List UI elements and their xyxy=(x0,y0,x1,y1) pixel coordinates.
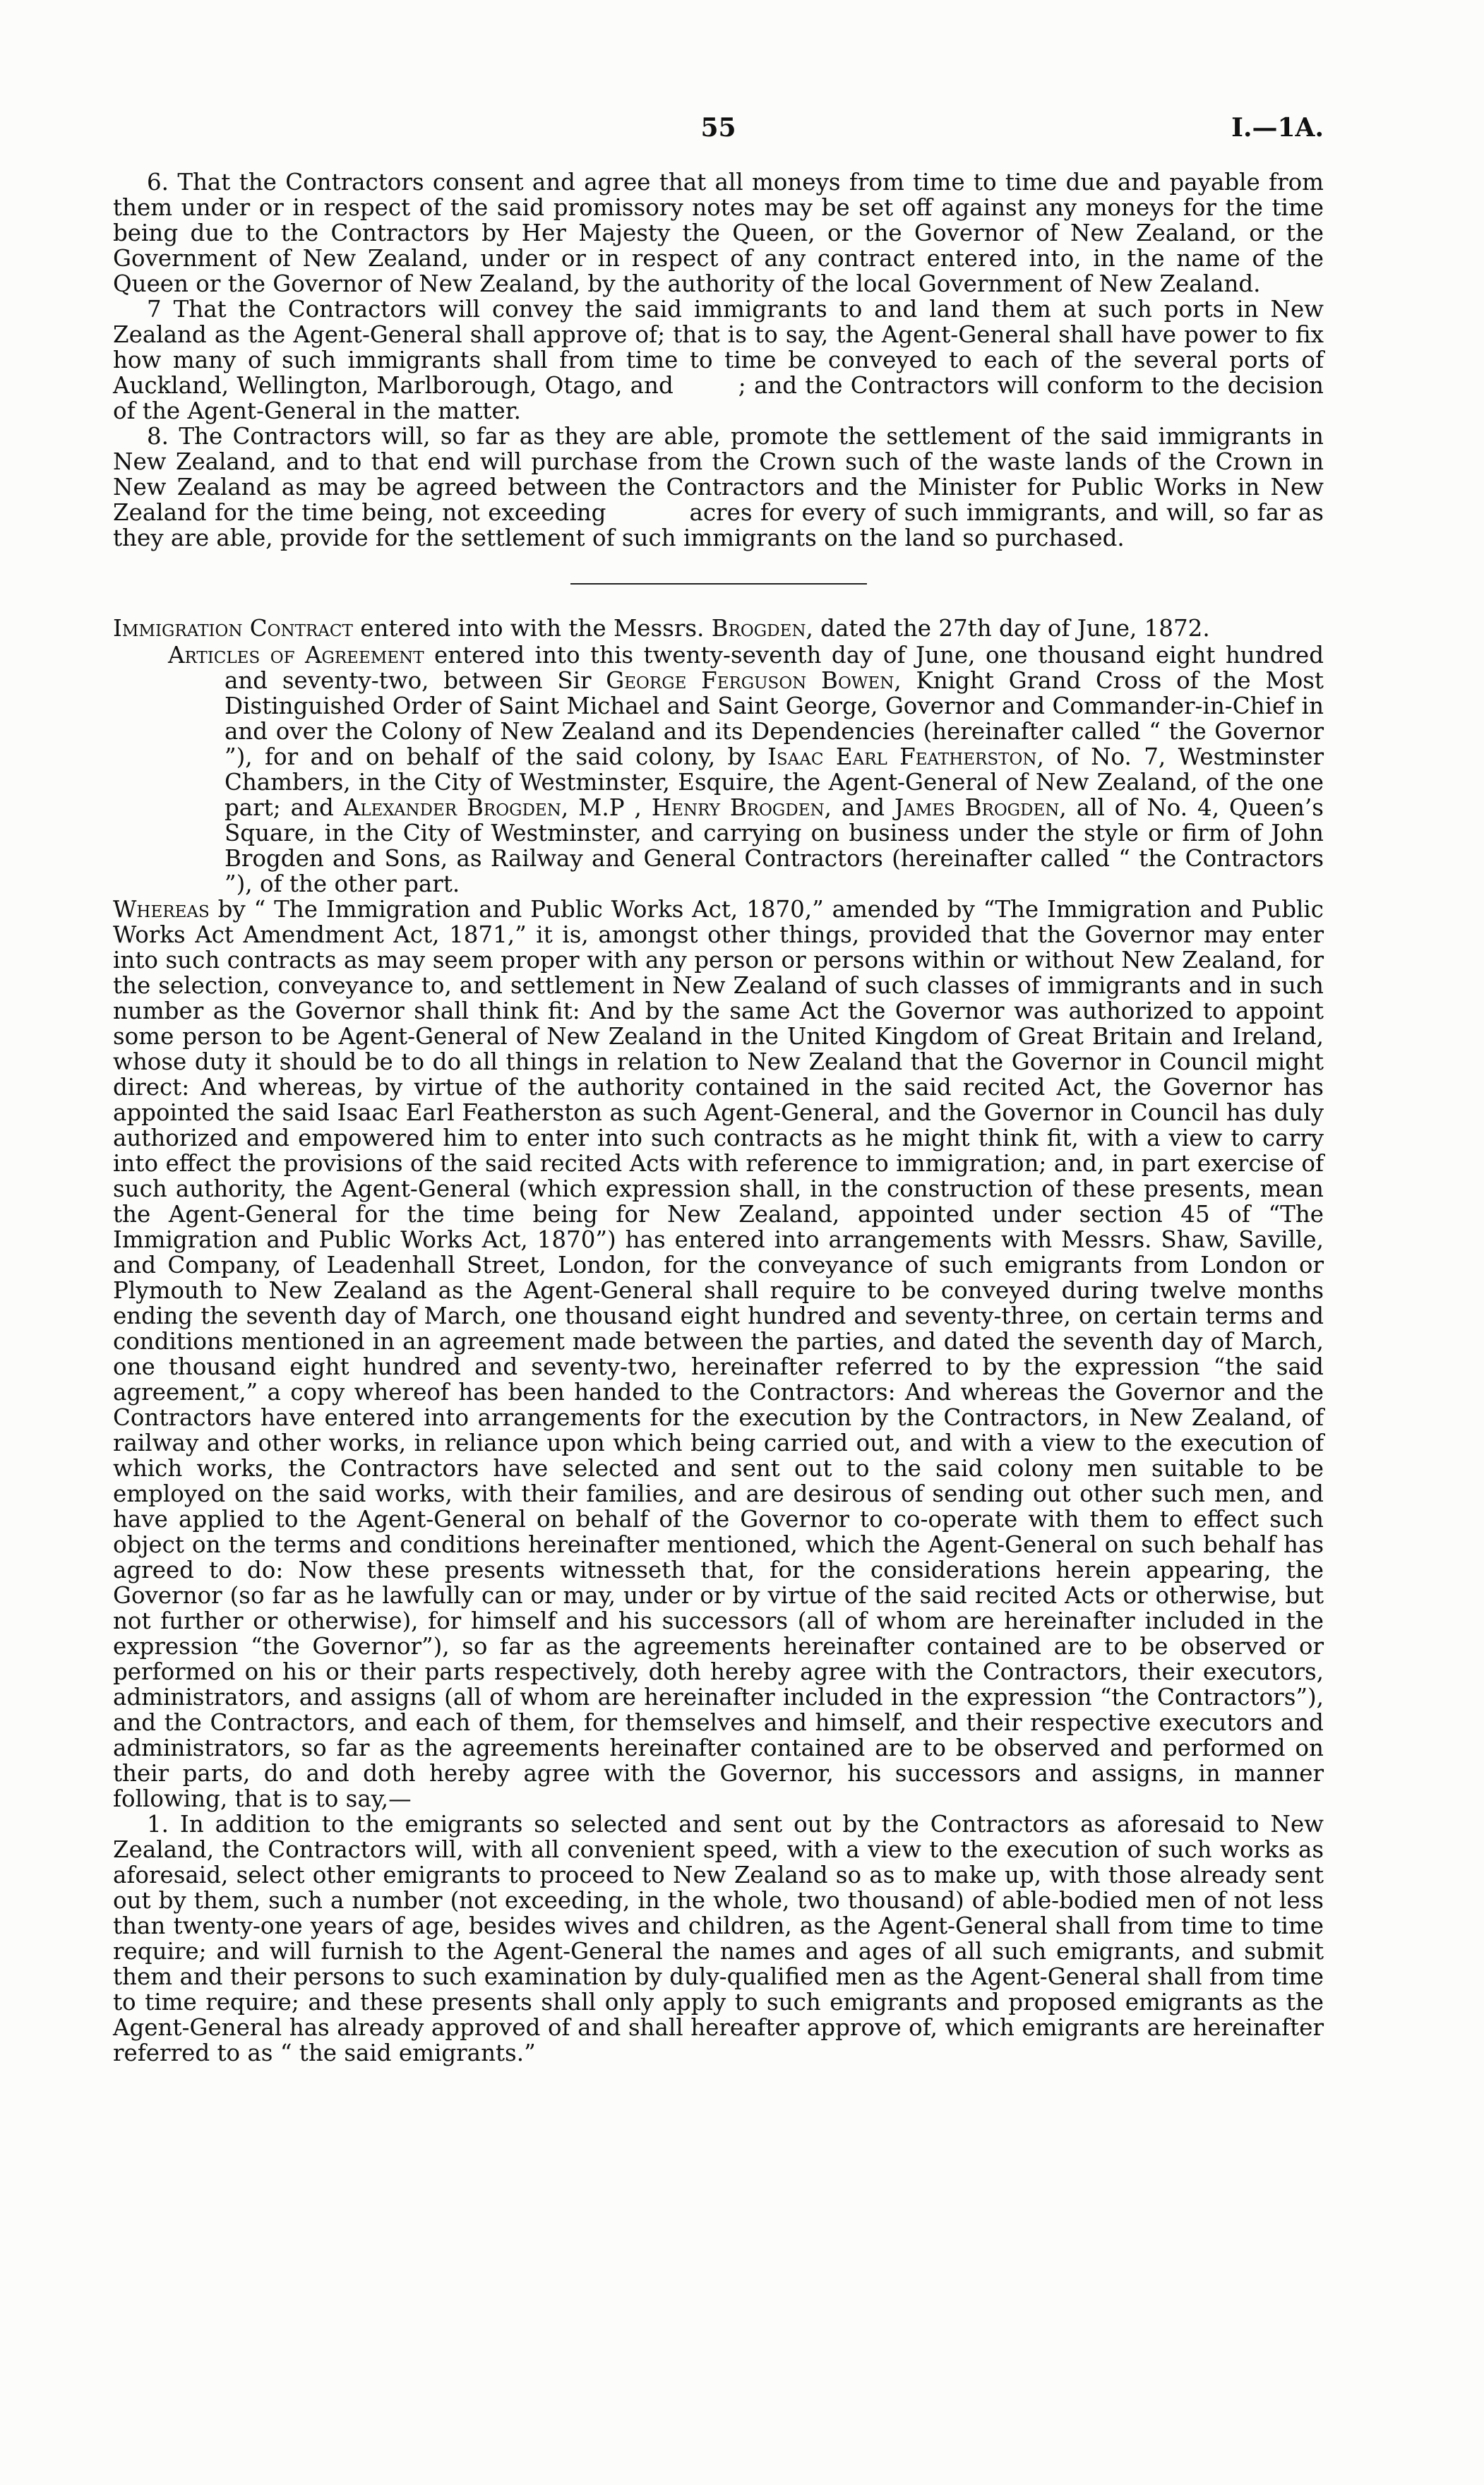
clause-1: 1. In addition to the emigrants so selected and sent out by the Contractors as aforesaid to New Zealand, the Contractors will, with all convenient speed, with a view to the execution of such works as aforesaid, select other emigrants to proceed to New Zealand so as to make up, with those already sent out by them, such a number (not exceeding, in the whole, two thousand) of able-bodied men of not less than twenty-one years of age, besides wives and children, as the Agent-General shall from time to time require; and will furnish to the Agent-General the names and ages of all such emigrants, and submit them and their persons to such examination by duly-qualified men as the Agent-General shall from time to time require; and these presents shall only apply to such emigrants and proposed emigrants as the Agent-General has already approved of and shall hereafter approve of, which emigrants are hereinafter referred to as “ the said emigrants.” xyxy=(113,1811,1324,2066)
paper-reference: I.—1A. xyxy=(1231,113,1324,143)
clause-6: 6. That the Contractors consent and agree that all moneys from time to time due and payable from them under or in respect of the said promissory notes may be set off against any moneys for the time being due to the Contractors by Her Majesty the Queen, or the Governor of New Zealand, or the Government of New Zealand, under or in respect of any contract entered into, in the name of the Queen or the Governor of New Zealand, by the authority of the local Government of New Zealand. xyxy=(113,169,1324,297)
immigration-contract xyxy=(113,616,1324,2066)
contract-title: Immigration Contract entered into with the Messrs. Brogden, dated the 27th day of June, 1872. xyxy=(113,615,1210,642)
clause-7: 7 That the Contractors will convey the said immigrants to and land them at such ports in New Zealand as the Agent-General shall approve of; that is to say, the Agent-General shall have power to fix how many of such immigrants shall from time to time be conveyed to each of the several ports of Auckland, Wellington, Marlborough, Otago, and ; and the Contractors will conform to the decision of the Agent-General in the matter. xyxy=(113,296,1324,424)
section-divider xyxy=(570,583,867,585)
clauses-continued xyxy=(113,169,1324,551)
clause-8: 8. The Contractors will, so far as they are able, promote the settlement of the said immigrants in New Zealand, and to that end will purchase from the Crown such of the waste lands of the Crown in New Zealand as may be agreed between the Contractors and the Minister for Public Works in New Zealand for the time being, not exceeding acres for every of such immigrants, and will, so far as they are able, provide for the settlement of such immigrants on the land so purchased. xyxy=(113,423,1324,551)
page-number: 55 xyxy=(700,113,736,143)
page-header xyxy=(113,113,1324,169)
document-page xyxy=(113,113,1324,2066)
articles-of-agreement: Articles of Agreement entered into this twenty-seventh day of June, one thousand eight hundred and seventy-two, between Sir George Ferguson Bowen, Knight Grand Cross of the Most Distinguished Order of Saint Michael and Saint George, Governor and Commander-in-Chief in and over the Colony of New Zealand and its Dependencies (hereinafter called “ the Governor ”), for and on behalf of the said colony, by Isaac Earl Featherston, of No. 7, Westminster Chambers, in the City of Westminster, Esquire, the Agent-General of New Zealand, of the one part; and Alexander Brogden, M.P , Henry Brogden, and James Brogden, all of No. 4, Queen’s Square, in the City of Westminster, and carrying on business under the style or firm of John Brogden and Sons, as Railway and General Contractors (hereinafter called “ the Contractors ”), of the other part. xyxy=(168,642,1324,897)
whereas-recital: Whereas by “ The Immigration and Public Works Act, 1870,” amended by “The Immigration and Public Works Act Amendment Act, 1871,” it is, amongst other things, provided that the Governor may enter into such contracts as may seem proper with any person or persons within or without New Zealand, for the selection, conveyance to, and settlement in New Zealand of such classes of immigrants and in such number as the Governor shall think fit: And by the same Act the Governor was authorized to appoint some person to be Agent-General of New Zealand in the United Kingdom of Great Britain and Ireland, whose duty it should be to do all things in relation to New Zealand that the Governor in Council might direct: And whereas, by virtue of the authority contained in the said recited Act, the Governor has appointed the said Isaac Earl Featherston as such Agent-General, and the Governor in Council has duly authorized and empowered him to enter into such contracts as he might think fit, with a view to carry into effect the provisions of the said recited Acts with reference to immigration; and, in part exercise of such authority, the Agent-General (which expression shall, in the construction of these presents, mean the Agent-General for the time being for New Zealand, appointed under section 45 of “The Immigration and Public Works Act, 1870”) has entered into arrangements with Messrs. Shaw, Saville, and Company, of Leadenhall Street, London, for the conveyance of such emigrants from London or Plymouth to New Zealand as the Agent-General shall require to be conveyed during twelve months ending the seventh day of March, one thousand eight hundred and seventy-three, on certain terms and conditions mentioned in an agreement made between the parties, and dated the seventh day of March, one thousand eight hundred and seventy-two, hereinafter referred to by the expression “the said agreement,” a copy whereof has been handed to the Contractors: And whereas the Governor and the Contractors have entered into arrangements for the execution by the Contractors, in New Zealand, of railway and other works, in reliance upon which being carried out, and with a view to the execution of which works, the Contractors have selected and sent out to the said colony men suitable to be employed on the said works, with their families, and are desirous of sending out other such men, and have applied to the Agent-General on behalf of the Governor to co-operate with them to effect such object on the terms and conditions hereinafter mentioned, which the Agent-General on such behalf has agreed to do: Now these presents witnesseth that, for the considerations herein appearing, the Governor (so far as he lawfully can or may, under or by virtue of the said recited Acts or otherwise, but not further or otherwise), for himself and his successors (all of whom are hereinafter included in the expression “the Governor”), so far as the agreements hereinafter contained are to be observed or performed on his or their parts respectively, doth hereby agree with the Contractors, their executors, administrators, and assigns (all of whom are hereinafter included in the expression “the Contractors”), and the Contractors, and each of them, for themselves and himself, and their respective executors and administrators, so far as the agreements hereinafter contained are to be observed and performed on their parts, do and doth hereby agree with the Governor, his successors and assigns, in manner following, that is to say,— xyxy=(113,896,1324,1812)
